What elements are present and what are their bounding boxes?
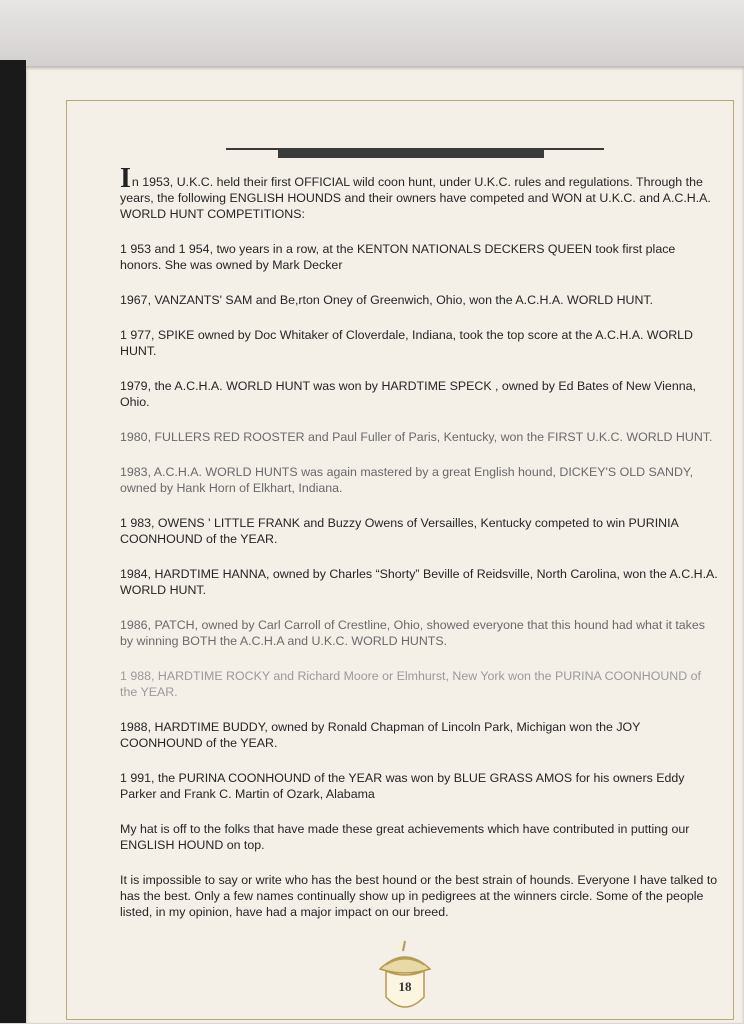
intro-text: n 1953, U.K.C. held their first OFFICIAL wild coon hunt, under U.K.C. rules and regulations. Through the years, the following ENGLISH HOUNDS and their owners have competed and WON at U.K.C. and A.C.H.A. WORLD HUNT COMPETITIONS: [120,175,711,221]
page-number: 18 [398,979,412,994]
paragraph-1983-acha: 1983, A.C.H.A. WORLD HUNTS was again mastered by a great English hound, DICKEY'S OLD SANDY, owned by Hank Horn of Elkhart, Indiana. [120,465,694,495]
acorn-icon [374,939,436,1019]
paragraph-1986: 1986, PATCH, owned by Carl Carroll of Crestline, Ohio, showed everyone that this hound had what it takes by winning BOTH the A.C.H.A and U.K.C. WORLD HUNTS. [120,618,705,648]
paragraph-1991: 1 991, the PURINA COONHOUND of the YEAR was won by BLUE GRASS AMOS for his owners Eddy Parker and Frank C. Martin of Ozark, Alabama [120,771,685,801]
paragraph-1983-owens: 1 983, OWENS ' LITTLE FRANK and Buzzy Owens of Versailles, Kentucky competed to win PURINIA COONHOUND of the YEAR. [120,516,679,546]
paragraph-1988-rocky: 1 988, HARDTIME ROCKY and Richard Moore or Elmhurst, New York won the PURINA COONHOUND of the YEAR. [120,669,701,699]
paragraph-1977: 1 977, SPIKE owned by Doc Whitaker of Cloverdale, Indiana, took the top score at the A.C.H.A. WORLD HUNT. [120,328,694,358]
article-body [120,163,720,939]
scan-background [0,0,744,70]
paragraph-closing: It is impossible to say or write who has the best hound or the best strain of hounds. Everyone I have talked to has the best. Only a few names continually show up in pedigrees at the winners circle. Some of the people listed, in my opinion, have had a major impact on our breed. [120,873,718,919]
header-bar [278,149,544,158]
scan-edge-shadow [0,60,26,1023]
paragraph-1953: 1 953 and 1 954, two years in a row, at the KENTON NATIONALS DECKERS QUEEN took first place honors. She was owned by Mark Decker [120,242,676,272]
document-page [26,66,744,1023]
paragraph-hat-off: My hat is off to the folks that have made these great achievements which have contributed in putting our ENGLISH HOUND on top. [120,822,690,852]
paragraph-1967: 1967, VANZANTS' SAM and Be,rton Oney of Greenwich, Ohio, won the A.C.H.A. WORLD HUNT. [120,293,654,307]
paragraph-1984: 1984, HARDTIME HANNA, owned by Charles “Shorty” Beville of Reidsville, North Carolina, won the A.C.H.A. WORLD HUNT. [120,567,718,597]
paragraph-1980: 1980, FULLERS RED ROOSTER and Paul Fuller of Paris, Kentucky, won the FIRST U.K.C. WORLD HUNT. [120,430,713,444]
paragraph-1979: 1979, the A.C.H.A. WORLD HUNT was won by HARDTIME SPECK , owned by Ed Bates of New Vienna, Ohio. [120,379,696,409]
paragraph-1988-buddy: 1988, HARDTIME BUDDY, owned by Ronald Chapman of Lincoln Park, Michigan won the JOY COONHOUND of the YEAR. [120,720,641,750]
intro-paragraph [120,163,720,222]
drop-cap: I [120,163,131,194]
